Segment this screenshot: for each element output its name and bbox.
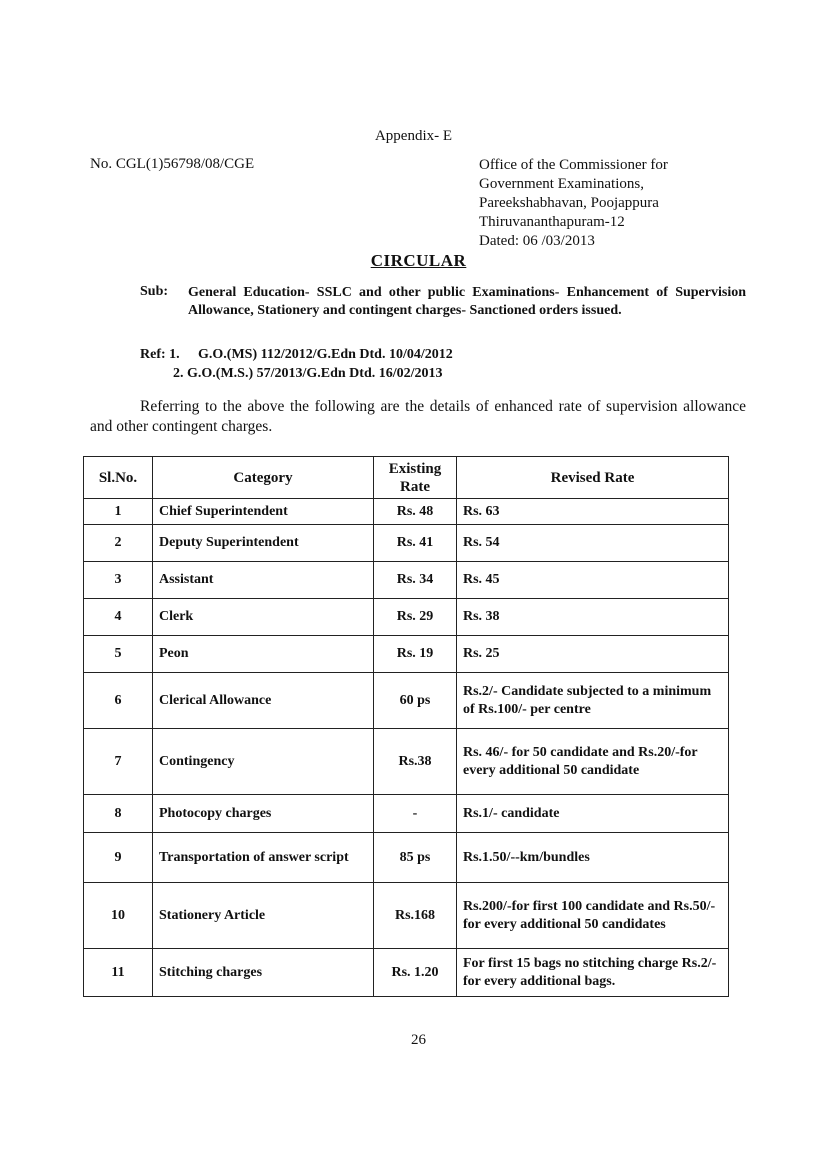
cell-existing-rate: Rs. 41 — [374, 525, 457, 562]
cell-category: Clerk — [153, 599, 374, 636]
cell-category: Peon — [153, 636, 374, 673]
cell-existing-rate: Rs. 34 — [374, 562, 457, 599]
cell-category: Transportation of answer script — [153, 833, 374, 883]
cell-category: Assistant — [153, 562, 374, 599]
cell-existing-rate: Rs. 19 — [374, 636, 457, 673]
cell-revised-rate: Rs.200/-for first 100 candidate and Rs.50/- for every additional 50 candidates — [457, 883, 729, 949]
cell-slno: 8 — [84, 795, 153, 833]
intro-paragraph: Referring to the above the following are the details of enhanced rate of supervision allowance and other contingent charges. — [90, 398, 746, 435]
cell-revised-rate: Rs.1.50/--km/bundles — [457, 833, 729, 883]
cell-category: Stationery Article — [153, 883, 374, 949]
cell-category: Contingency — [153, 729, 374, 795]
subject-label: Sub: — [140, 284, 169, 299]
header-existing-rate: Existing Rate — [374, 457, 457, 499]
subject-text: General Education- SSLC and other public Examinations- Enhancement of Supervision Allowance, Stationery and contingent charges- Sanctioned orders issued. — [188, 285, 746, 318]
cell-revised-rate: Rs.1/- candidate — [457, 795, 729, 833]
cell-existing-rate: Rs. 29 — [374, 599, 457, 636]
cell-slno: 9 — [84, 833, 153, 883]
cell-existing-rate: 85 ps — [374, 833, 457, 883]
cell-slno: 7 — [84, 729, 153, 795]
table-row — [84, 949, 729, 997]
cell-slno: 10 — [84, 883, 153, 949]
rates-table — [83, 456, 729, 997]
table-row — [84, 673, 729, 729]
cell-existing-rate: - — [374, 795, 457, 833]
cell-slno: 5 — [84, 636, 153, 673]
header-category: Category — [153, 457, 374, 499]
office-line-4: Thiruvananthapuram-12 — [479, 214, 625, 230]
cell-revised-rate: Rs. 45 — [457, 562, 729, 599]
reference-item-1: G.O.(MS) 112/2012/G.Edn Dtd. 10/04/2012 — [198, 347, 453, 362]
header-slno: Sl.No. — [84, 457, 153, 499]
table-row — [84, 833, 729, 883]
table-row — [84, 525, 729, 562]
cell-existing-rate: Rs.38 — [374, 729, 457, 795]
header-revised-rate: Revised Rate — [457, 457, 729, 499]
circular-title: CIRCULAR — [370, 251, 467, 270]
dated-line: Dated: 06 /03/2013 — [479, 233, 595, 249]
cell-category: Photocopy charges — [153, 795, 374, 833]
table-row — [84, 636, 729, 673]
office-line-2: Government Examinations, — [479, 176, 644, 192]
table-row — [84, 729, 729, 795]
cell-existing-rate: Rs.168 — [374, 883, 457, 949]
cell-category: Clerical Allowance — [153, 673, 374, 729]
table-row — [84, 599, 729, 636]
cell-category: Chief Superintendent — [153, 499, 374, 525]
cell-existing-rate: Rs. 48 — [374, 499, 457, 525]
cell-revised-rate: Rs. 54 — [457, 525, 729, 562]
cell-revised-rate: Rs.2/- Candidate subjected to a minimum of Rs.100/- per centre — [457, 673, 729, 729]
cell-revised-rate: Rs. 46/- for 50 candidate and Rs.20/-for every additional 50 candidate — [457, 729, 729, 795]
cell-slno: 6 — [84, 673, 153, 729]
page-number: 26 — [411, 1032, 426, 1048]
cell-existing-rate: 60 ps — [374, 673, 457, 729]
cell-slno: 1 — [84, 499, 153, 525]
cell-revised-rate: Rs. 38 — [457, 599, 729, 636]
table-header-row — [84, 457, 729, 499]
cell-revised-rate: Rs. 63 — [457, 499, 729, 525]
table-row — [84, 795, 729, 833]
cell-existing-rate: Rs. 1.20 — [374, 949, 457, 997]
cell-revised-rate: For first 15 bags no stitching charge Rs.2/- for every additional bags. — [457, 949, 729, 997]
table-row — [84, 883, 729, 949]
cell-category: Stitching charges — [153, 949, 374, 997]
cell-slno: 11 — [84, 949, 153, 997]
reference-item-2: 2. G.O.(M.S.) 57/2013/G.Edn Dtd. 16/02/2013 — [173, 366, 443, 381]
office-line-1: Office of the Commissioner for — [479, 157, 668, 173]
office-address — [479, 156, 668, 251]
office-line-3: Pareekshabhavan, Poojappura — [479, 195, 659, 211]
appendix-label: Appendix- E — [374, 128, 453, 144]
cell-slno: 4 — [84, 599, 153, 636]
table-row — [84, 499, 729, 525]
cell-slno: 2 — [84, 525, 153, 562]
table-row — [84, 562, 729, 599]
cell-revised-rate: Rs. 25 — [457, 636, 729, 673]
cell-category: Deputy Superintendent — [153, 525, 374, 562]
reference-number: No. CGL(1)56798/08/CGE — [90, 156, 255, 172]
references-label: Ref: 1. — [140, 347, 180, 362]
cell-slno: 3 — [84, 562, 153, 599]
